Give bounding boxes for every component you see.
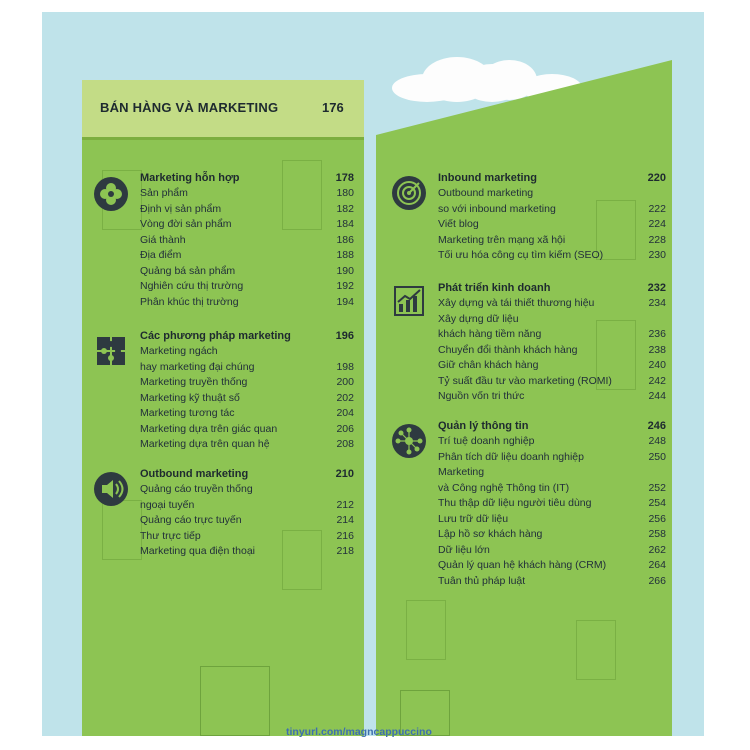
list-item: Viết blog 224 bbox=[438, 218, 666, 230]
window-decoration bbox=[406, 600, 446, 660]
list-item: và Công nghệ Thông tin (IT) 252 bbox=[438, 481, 666, 494]
list-item: Sản phẩm 180 bbox=[140, 187, 354, 199]
list-item: khách hàng tiềm năng 236 bbox=[438, 328, 666, 340]
list-item: Chuyển đổi thành khách hàng 238 bbox=[438, 343, 666, 356]
section-page-number: 210 bbox=[335, 468, 354, 480]
list-item: so với inbound marketing 222 bbox=[438, 202, 666, 215]
list-item: Marketing kỹ thuật số 202 bbox=[140, 391, 354, 404]
list-item: Tuân thủ pháp luật 266 bbox=[438, 574, 666, 587]
list-item: Marketing truyền thống 200 bbox=[140, 376, 354, 388]
section-title: Inbound marketing bbox=[438, 172, 537, 184]
list-item: Giữ chân khách hàng 240 bbox=[438, 359, 666, 371]
list-item: Marketing bbox=[438, 466, 485, 478]
window-decoration bbox=[576, 620, 616, 680]
section-page-number: 178 bbox=[335, 172, 354, 184]
section-title: Quản lý thông tin bbox=[438, 420, 529, 432]
section-title: Outbound marketing bbox=[140, 468, 249, 480]
list-item: Giá thành 186 bbox=[140, 233, 354, 246]
list-item: Phân tích dữ liệu doanh nghiệp 250 bbox=[438, 450, 666, 463]
list-item: Xây dựng và tái thiết thương hiệu 234 bbox=[438, 297, 666, 309]
section-page-number: 220 bbox=[647, 172, 666, 184]
clover-icon bbox=[94, 177, 128, 211]
target-icon bbox=[392, 176, 426, 210]
list-item: Quảng cáo trực tuyến 214 bbox=[140, 514, 354, 526]
section-item-list bbox=[140, 344, 354, 453]
list-item: ngoại tuyến 212 bbox=[140, 498, 354, 511]
section-page-number: 246 bbox=[647, 420, 666, 432]
section-page-number: 232 bbox=[647, 282, 666, 294]
section-item-list bbox=[140, 186, 354, 310]
list-item: Marketing trên mạng xã hội 228 bbox=[438, 233, 666, 246]
list-item: Phân khúc thị trường 194 bbox=[140, 295, 354, 308]
section-item-list bbox=[438, 434, 666, 589]
section-item-list bbox=[140, 482, 354, 560]
network-icon bbox=[392, 424, 426, 458]
list-item: Marketing dựa trên quan hệ 208 bbox=[140, 438, 354, 450]
list-item: Địa điểm 188 bbox=[140, 249, 354, 261]
list-item: Thu thập dữ liệu người tiêu dùng 254 bbox=[438, 497, 666, 509]
door-decoration bbox=[200, 666, 270, 736]
list-item: Tỷ suất đầu tư vào marketing (ROMI) 242 bbox=[438, 374, 666, 387]
chapter-title: BÁN HÀNG VÀ MARKETING bbox=[100, 100, 279, 115]
list-item: Marketing dựa trên giác quan 206 bbox=[140, 422, 354, 435]
list-item: Lập hồ sơ khách hàng 258 bbox=[438, 528, 666, 540]
list-item: Trí tuệ doanh nghiệp 248 bbox=[438, 435, 666, 447]
list-item: Quảng bá sản phẩm 190 bbox=[140, 264, 354, 277]
list-item: Nguồn vốn tri thức 244 bbox=[438, 390, 666, 402]
list-item: Tối ưu hóa công cụ tìm kiếm (SEO) 230 bbox=[438, 249, 666, 261]
section-title: Các phương pháp marketing bbox=[140, 330, 291, 342]
window-decoration bbox=[102, 500, 142, 560]
section-page-number: 196 bbox=[335, 330, 354, 342]
section-title: Marketing hỗn hợp bbox=[140, 172, 240, 184]
speaker-icon bbox=[94, 472, 128, 506]
list-item: Lưu trữ dữ liệu 256 bbox=[438, 512, 666, 525]
section-title: Phát triển kinh doanh bbox=[438, 282, 551, 294]
list-item: hay marketing đại chúng 198 bbox=[140, 360, 354, 373]
list-item: Nghiên cứu thị trường 192 bbox=[140, 280, 354, 292]
list-item: Marketing qua điện thoại 218 bbox=[140, 545, 354, 557]
list-item: Định vị sản phẩm 182 bbox=[140, 202, 354, 215]
section-item-list bbox=[438, 296, 666, 405]
section-item-list bbox=[438, 186, 666, 264]
list-item: Quản lý quan hệ khách hàng (CRM) 264 bbox=[438, 559, 666, 571]
puzzle-icon bbox=[94, 334, 128, 368]
list-item: Outbound marketing bbox=[438, 187, 534, 199]
list-item: Xây dựng dữ liệu bbox=[438, 312, 519, 325]
list-item: Quảng cáo truyền thống bbox=[140, 483, 253, 495]
list-item: Thư trực tiếp 216 bbox=[140, 529, 354, 542]
list-item: Marketing tương tác 204 bbox=[140, 407, 354, 419]
list-item: Vòng đời sản phẩm 184 bbox=[140, 218, 354, 230]
growth-chart-icon bbox=[392, 284, 426, 318]
chapter-page-number: 176 bbox=[322, 100, 344, 115]
footer-link[interactable]: tinyurl.com/magncappuccino bbox=[286, 726, 432, 738]
list-item: Marketing ngách bbox=[140, 345, 218, 357]
list-item: Dữ liệu lớn 262 bbox=[438, 543, 666, 556]
